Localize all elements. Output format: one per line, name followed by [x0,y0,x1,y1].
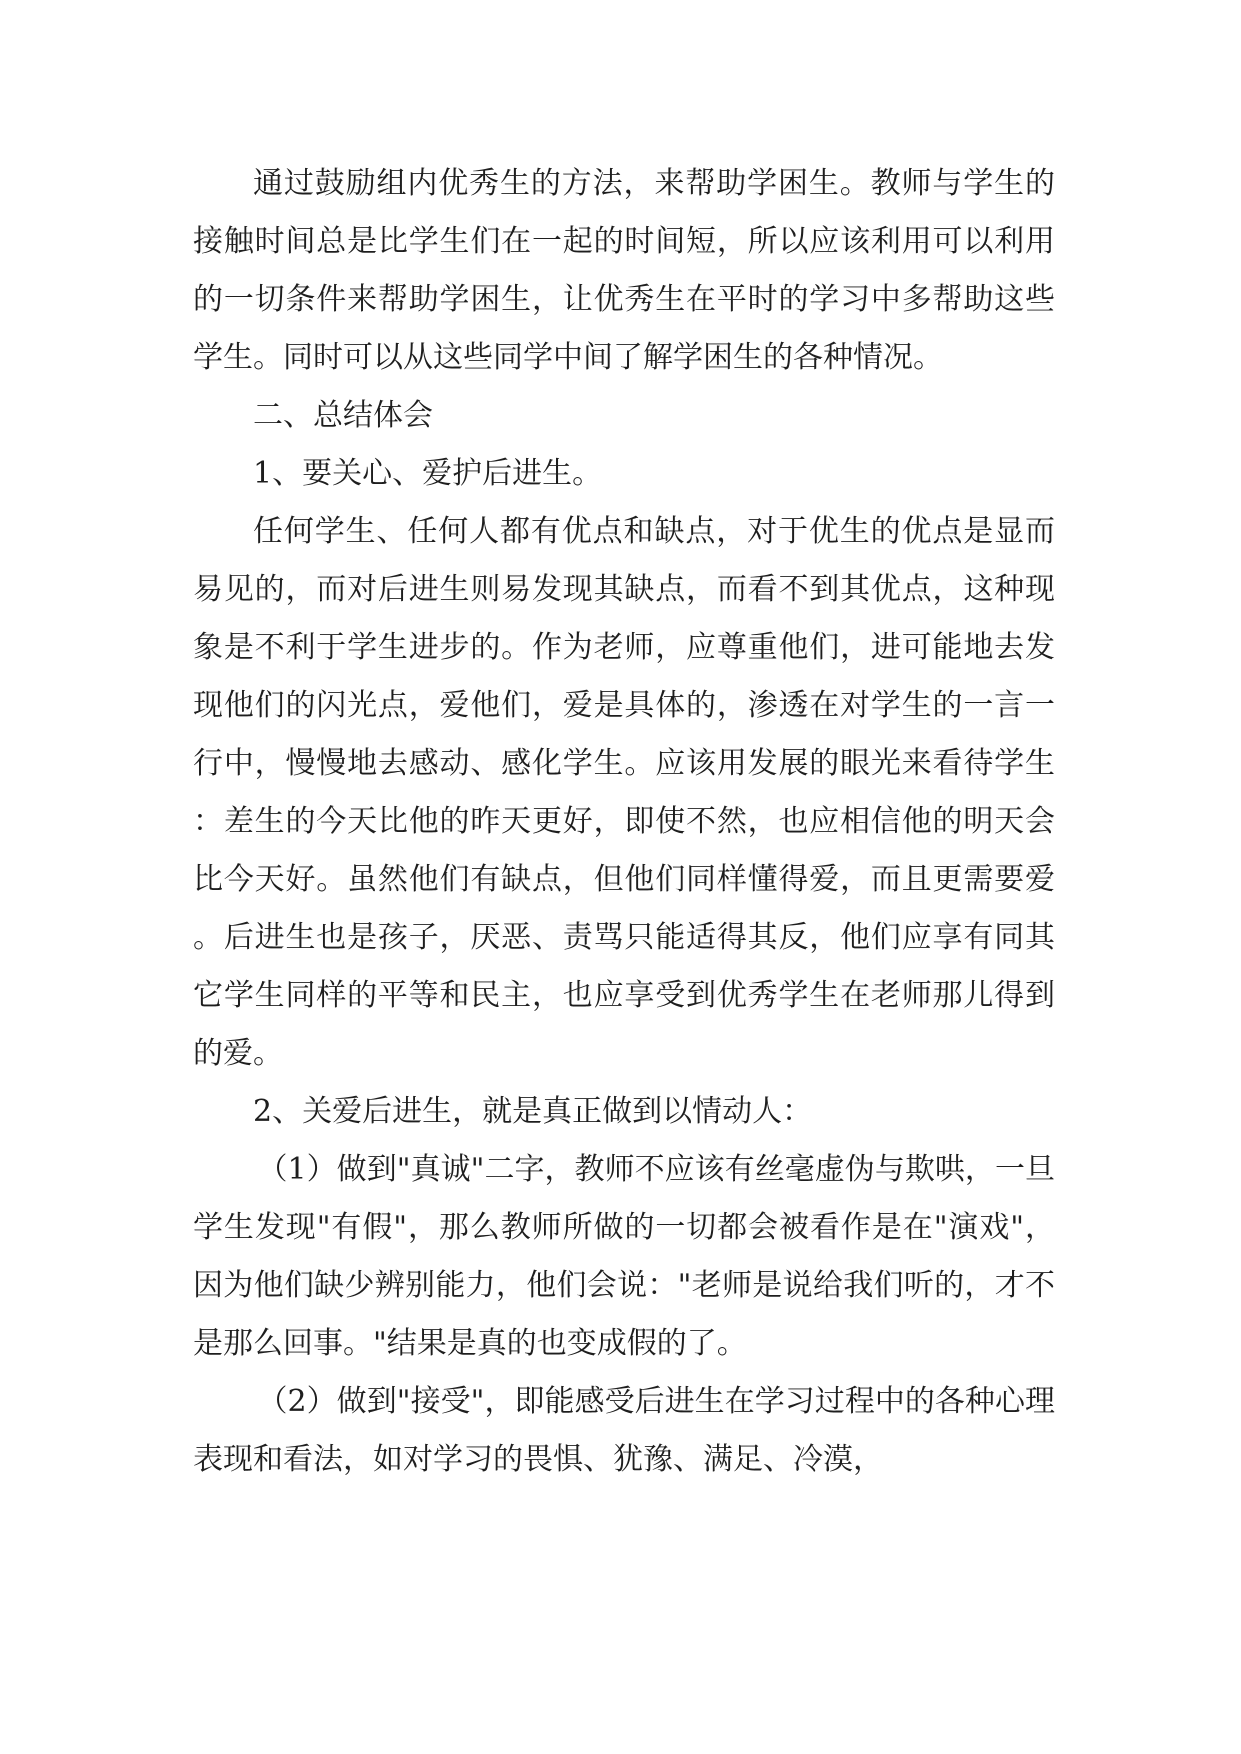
paragraph-acceptance: （2）做到"接受"，即能感受后进生在学习过程中的各种心理表现和看法，如对学习的畏惧、犹豫、满足、冷漠， [193,1384,1055,1477]
subheading-care-for-students: 1、要关心、爱护后进生。 [253,456,603,491]
paragraph-help-struggling-students: 通过鼓励组内优秀生的方法，来帮助学困生。教师与学生的接触时间总是比学生们在一起的时间短，所以应该利用可以利用的一切条件来帮助学困生，让优秀生在平时的学习中多帮助这些学生。同时可以从这些同学中间了解学困生的各种情况。 [193,166,1055,375]
section-heading-summary: 二、总结体会 [253,398,433,433]
paragraph-strengths-weaknesses: 任何学生、任何人都有优点和缺点，对于优生的优点是显而易见的，而对后进生则易发现其缺点，而看不到其优点，这种现象是不利于学生进步的。作为老师，应尊重他们，进可能地去发现他们的闪光点，爱他们，爱是具体的，渗透在对学生的一言一行中，慢慢地去感动、感化学生。应该用发展的眼光来看待学生：差生的今天比他的昨天更好，即使不然，也应相信他的明天会比今天好。虽然他们有缺点，但他们同样懂得爱，而且更需要爱。后进生也是孩子，厌恶、责骂只能适得其反，他们应享有同其它学生同样的平等和民主，也应享受到优秀学生在老师那儿得到的爱。 [193,514,1055,1071]
document-body [193,155,1055,1489]
paragraph-sincerity: （1）做到"真诚"二字，教师不应该有丝毫虚伪与欺哄，一旦学生发现"有假"，那么教师所做的一切都会被看作是在"演戏"，因为他们缺少辨别能力，他们会说："老师是说给我们听的，才不是那么回事。"结果是真的也变成假的了。 [193,1152,1055,1361]
subheading-move-with-emotion: 2、关爱后进生，就是真正做到以情动人： [253,1094,813,1129]
